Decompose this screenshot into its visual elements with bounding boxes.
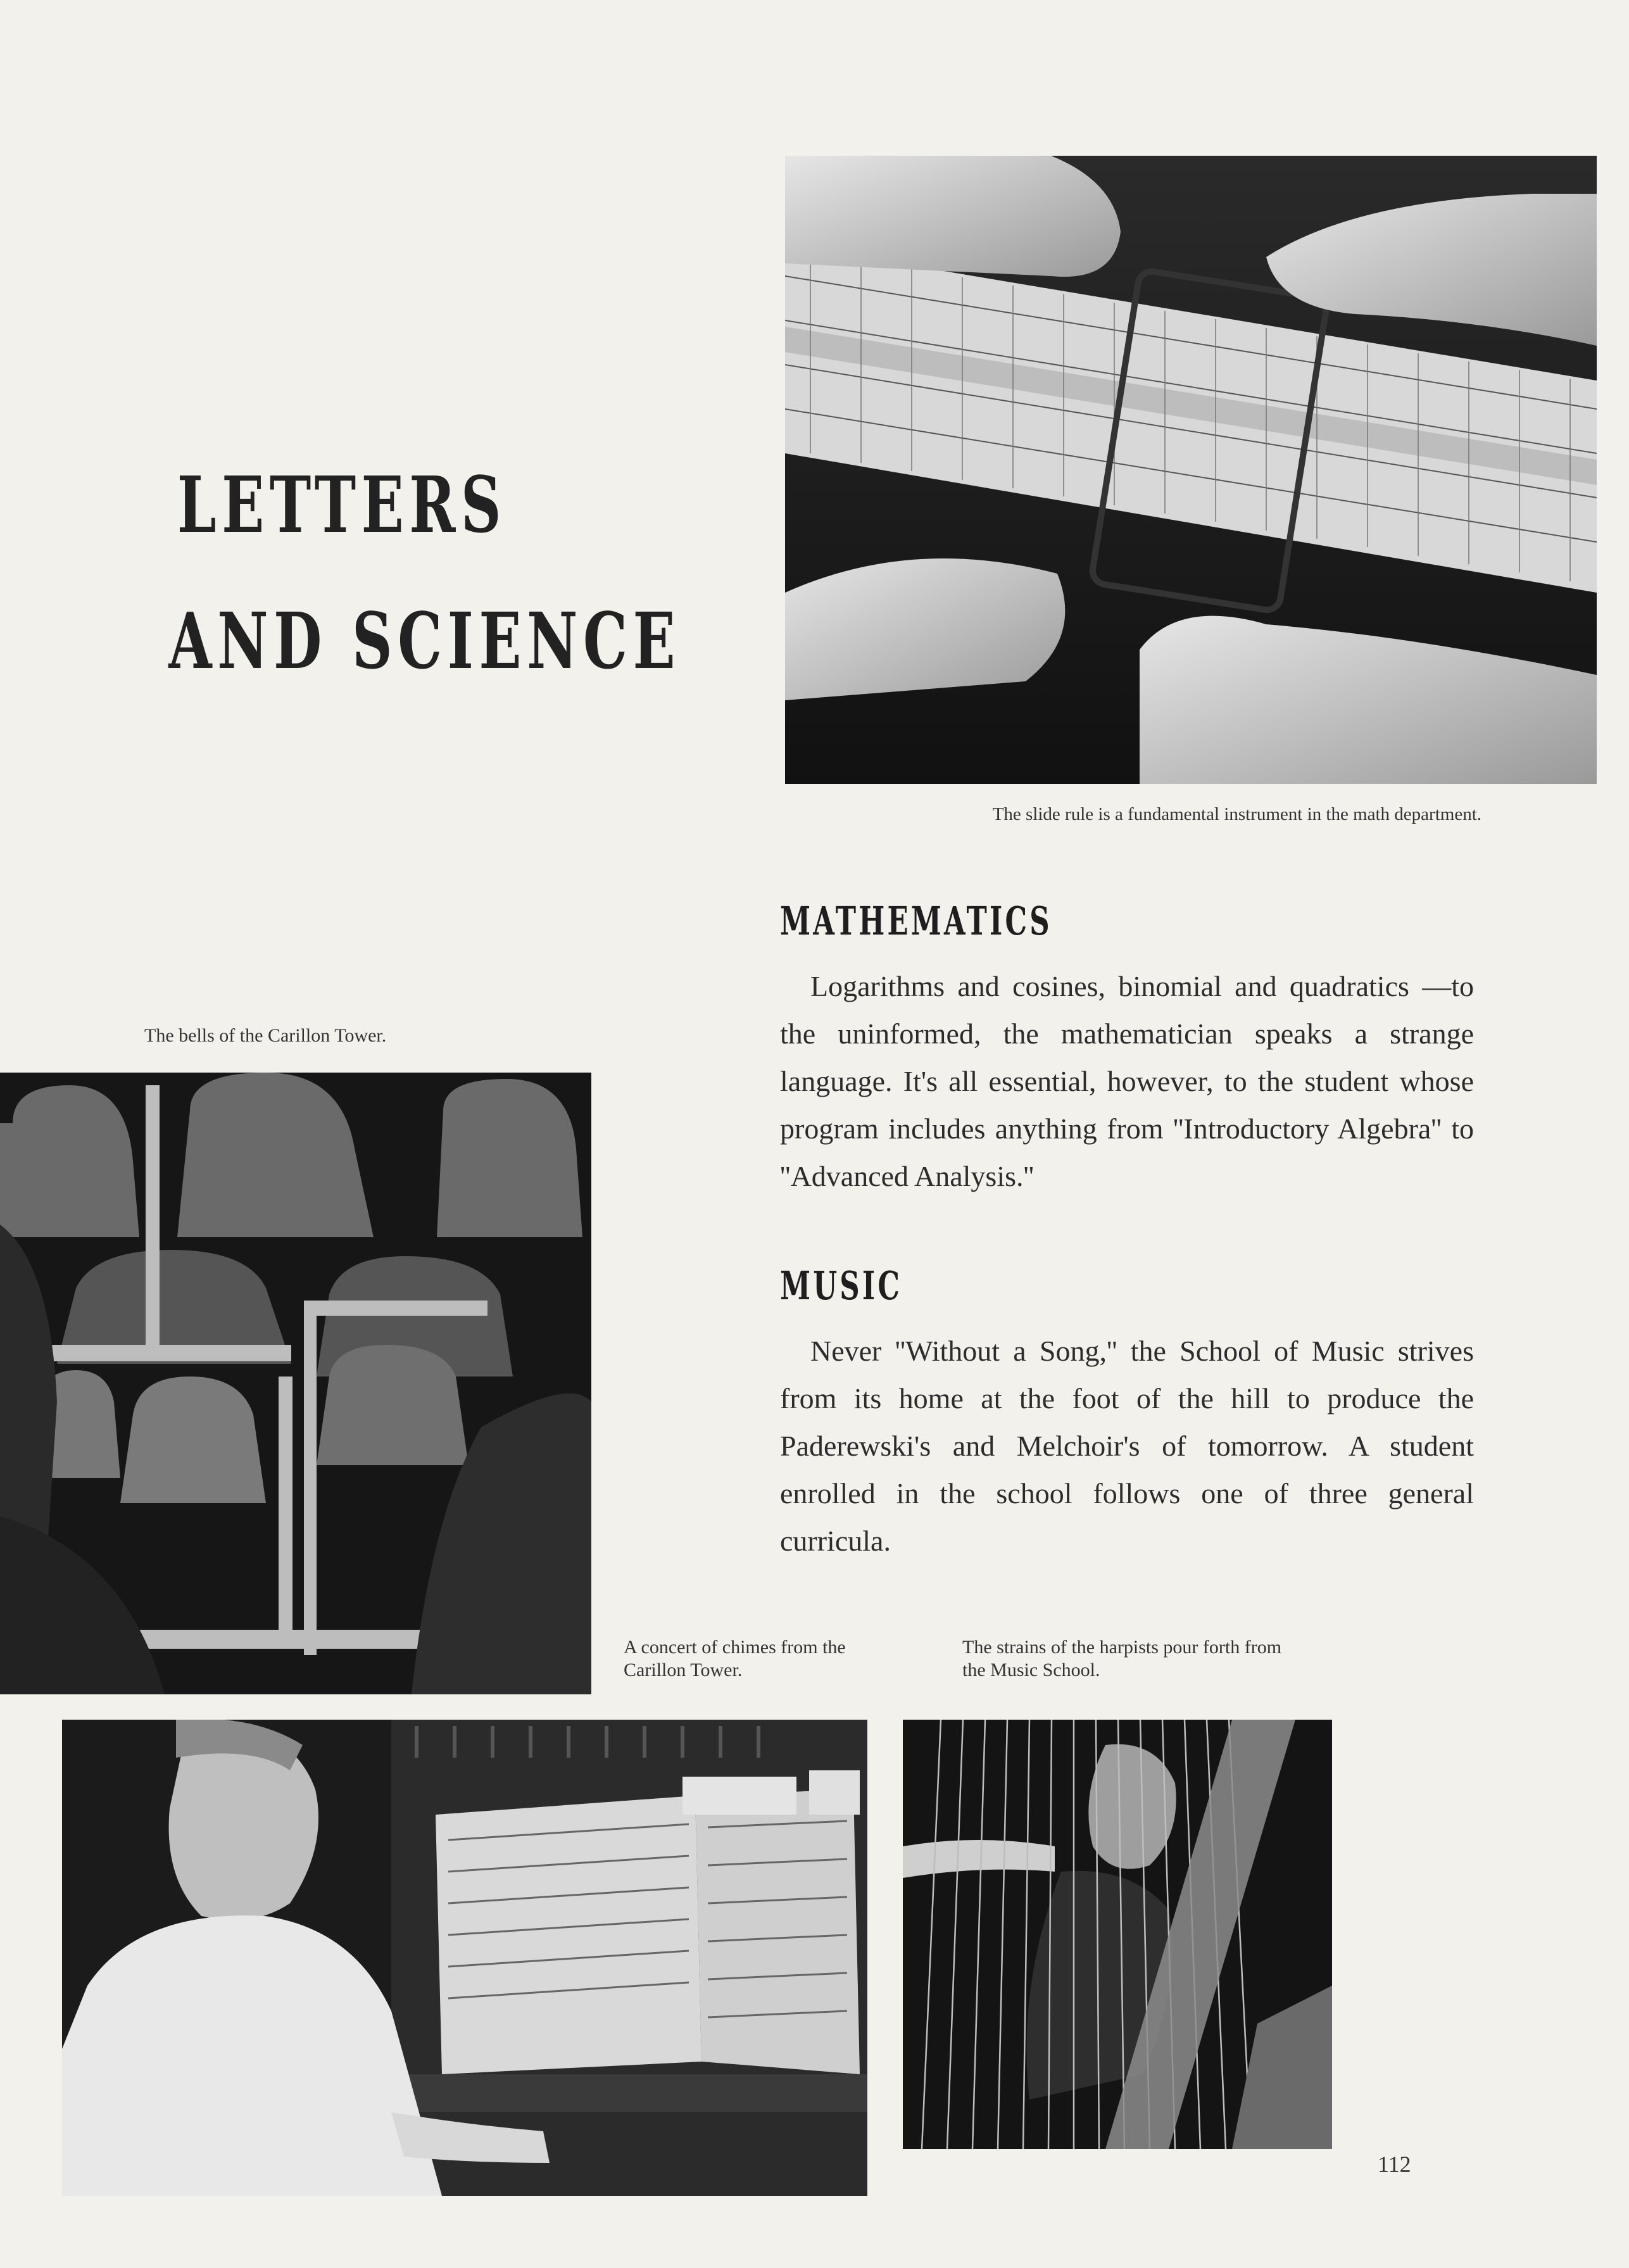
page-title <box>168 437 681 709</box>
page-title-line-1: LETTERS <box>177 459 507 550</box>
harp-caption: The strains of the harpists pour forth from the Music School. <box>962 1637 1282 1680</box>
bells-caption: The bells of the Carillon Tower. <box>144 1025 387 1046</box>
harpist-photo <box>903 1720 1332 2149</box>
music-heading: MUSIC <box>780 1263 903 1309</box>
carillon-bells-photo <box>0 1073 591 1694</box>
page-title-line-2: AND SCIENCE <box>168 595 681 686</box>
music-body: Never ''Without a Song,'' the School of Music strives from its home at the foot of the hill to produce the Paderewski's and Melchoir's of tomorrow. A student enrolled in the school follows one of three general curricula. <box>780 1335 1474 1557</box>
slide-rule-caption: The slide rule is a fundamental instrument in the math department. <box>992 804 1481 824</box>
slide-rule-photo <box>785 156 1597 784</box>
chimes-player-photo <box>62 1720 867 2196</box>
chimes-caption: A concert of chimes from the Carillon Tower. <box>624 1637 846 1680</box>
mathematics-heading: MATHEMATICS <box>780 898 1052 944</box>
page-number: 112 <box>1378 2151 1411 2177</box>
mathematics-body: Logarithms and cosines, binomial and quadratics —to the uninformed, the mathematician speaks a strange language. It's all essential, however, to the student whose program includes anything from ''Introductory Algebra'' to ''Advanced Analysis.'' <box>780 970 1474 1192</box>
